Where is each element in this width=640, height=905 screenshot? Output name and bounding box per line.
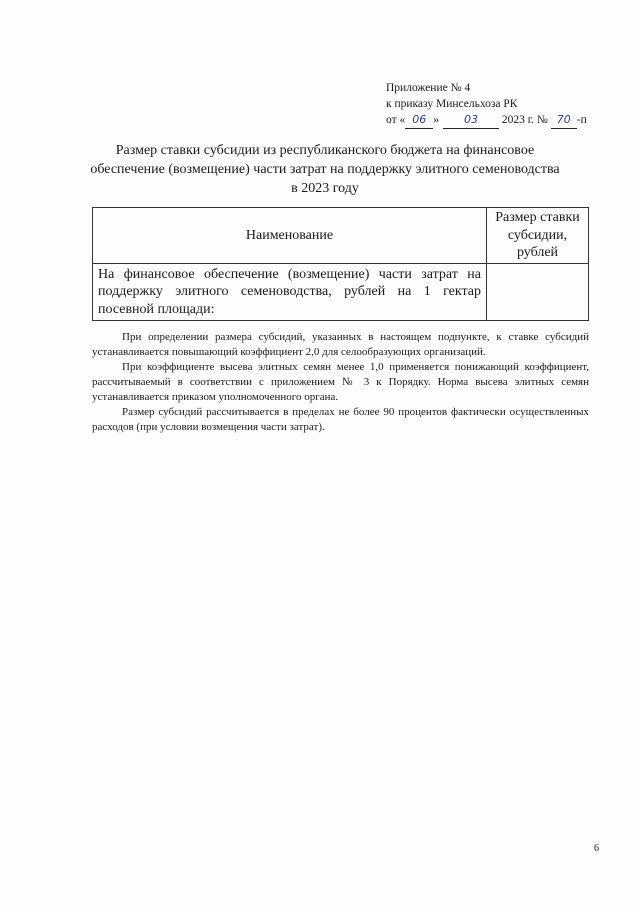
date-month: 03 — [443, 112, 499, 129]
paragraph: При коэффициенте высева элитных семян менее 1,0 применяется понижающий коэффициент, рассчитываемый в соответствии с приложением № 3 к Порядку. Норма высева элитных семян устанавливается приказом уполномоченного органа. — [92, 361, 589, 403]
header-rate: Размер ставки субсидии, рублей — [487, 208, 589, 264]
date-mid: » — [433, 114, 439, 126]
date-year: 2023 г. № — [501, 114, 548, 126]
order-number: 70 — [551, 112, 577, 129]
date-day: 06 — [405, 112, 433, 129]
appendix-date-line — [386, 112, 587, 129]
row-rate — [487, 263, 589, 321]
row-name: На финансовое обеспечение (возмещение) части затрат на поддержку элитного семеноводства, рублей на 1 гектар посевной площади: — [93, 263, 487, 321]
paragraph: Размер субсидий рассчитывается в пределах не более 90 процентов фактически осуществленных расходов (при условии возмещения части затрат). — [92, 406, 589, 433]
appendix-number: Приложение № 4 — [386, 82, 471, 94]
table-header-row — [93, 208, 589, 264]
header-name: Наименование — [93, 208, 487, 264]
page-number: 6 — [594, 843, 599, 854]
body-text — [92, 330, 589, 435]
document-title: Размер ставки субсидии из республиканского бюджета на финансовое обеспечение (возмещение) части затрат на поддержку элитного семеноводства в 2023 году — [90, 143, 560, 196]
appendix-header — [386, 80, 587, 129]
paragraph: При определении размера субсидий, указанных в настоящем подпункте, к ставке субсидий устанавливается повышающий коэффициент 2,0 для селообразующих организаций. — [92, 331, 589, 358]
order-suffix: -п — [576, 114, 587, 126]
subsidy-rate-table — [92, 207, 589, 321]
appendix-order-ref: к приказу Минсельхоза РК — [386, 98, 518, 110]
table-row — [93, 263, 589, 321]
date-prefix: от « — [386, 114, 406, 126]
